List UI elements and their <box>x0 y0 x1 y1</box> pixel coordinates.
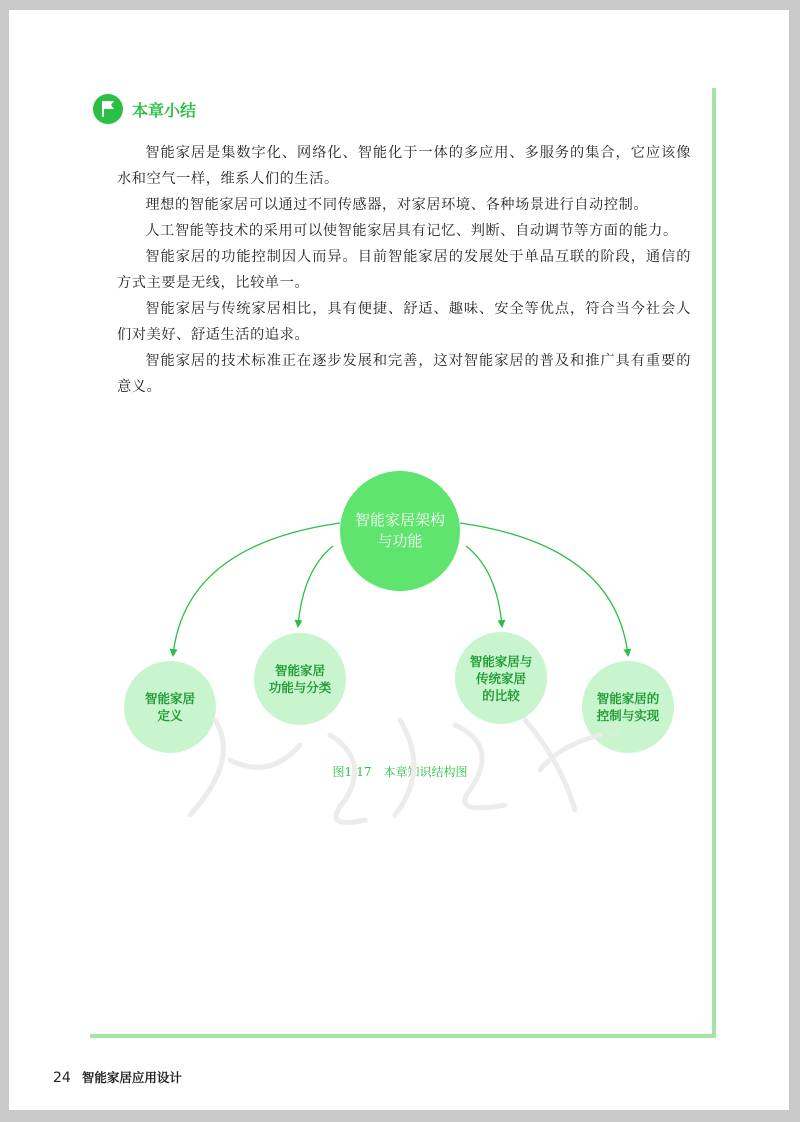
node-label: 智能家居的 控制与实现 <box>596 691 660 723</box>
node-label: 智能家居 功能与分类 <box>268 663 332 695</box>
node-label: 智能家居与 传统家居 的比较 <box>469 653 533 703</box>
diagram-node-definition <box>124 661 216 753</box>
page-number: 24 <box>53 1070 71 1086</box>
summary-paragraph: 智能家居与传统家居相比，具有便捷、舒适、趣味、安全等优点，符合当今社会人们对美好、舒适生活的追求。 <box>117 301 691 343</box>
node-label: 智能家居 定义 <box>144 691 195 723</box>
summary-paragraph: 人工智能等技术的采用可以使智能家居具有记忆、判断、自动调节等方面的能力。 <box>145 223 678 239</box>
center-node-label: 智能家居架构 与功能 <box>354 511 445 550</box>
diagram-node-function <box>254 633 346 725</box>
summary-paragraph: 智能家居的技术标准正在逐步发展和完善，这对智能家居的普及和推广具有重要的意义。 <box>117 353 691 395</box>
page-footer <box>53 1067 182 1086</box>
diagram-node-comparison <box>455 632 547 724</box>
figure-caption: 图1-17 本章知识结构图 <box>332 765 468 779</box>
section-title: 本章小结 <box>132 101 197 120</box>
diagram-node-control <box>582 661 674 753</box>
diagram-center-node <box>340 471 460 591</box>
book-title: 智能家居应用设计 <box>81 1070 182 1085</box>
summary-paragraph: 智能家居的功能控制因人而异。目前智能家居的发展处于单品互联的阶段，通信的方式主要是无线，比较单一。 <box>117 249 691 291</box>
arrow-to-comparison <box>466 546 502 626</box>
arrow-to-function <box>298 546 333 626</box>
summary-paragraph: 理想的智能家居可以通过不同传感器，对家居环境、各种场景进行自动控制。 <box>145 197 649 213</box>
summary-paragraph: 智能家居是集数字化、网络化、智能化于一体的多应用、多服务的集合，它应该像水和空气一样，维系人们的生活。 <box>117 145 691 187</box>
